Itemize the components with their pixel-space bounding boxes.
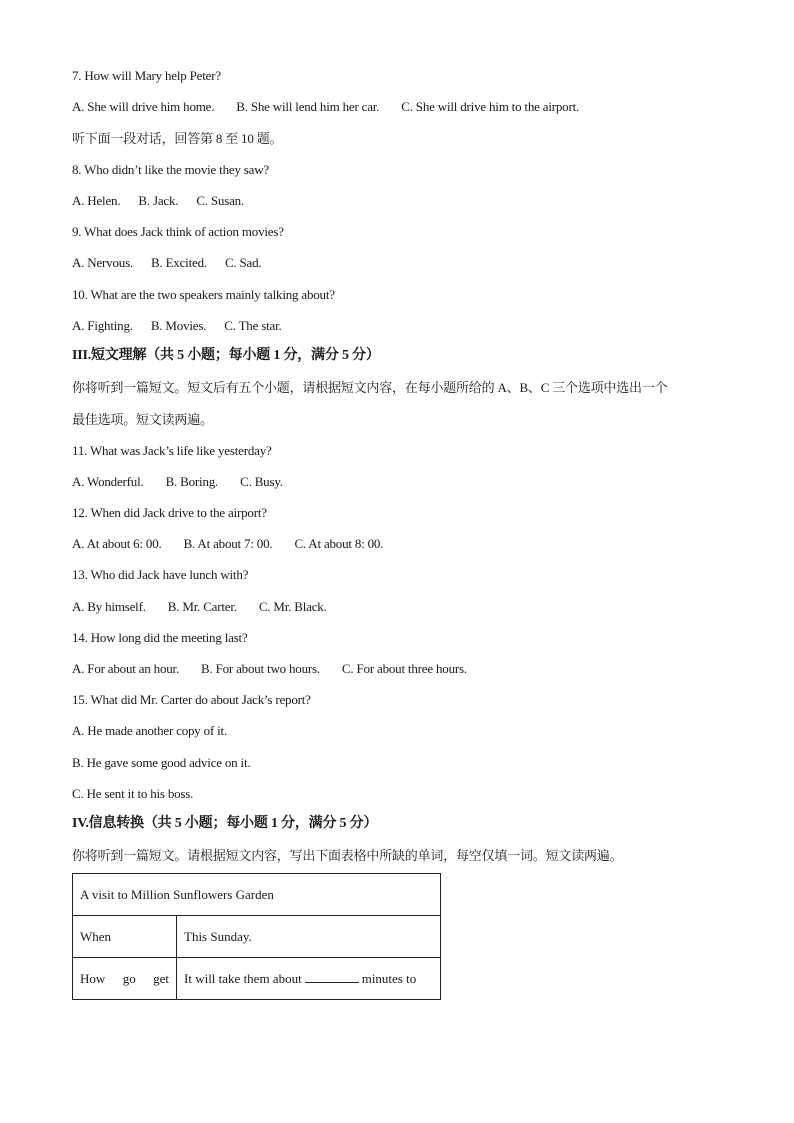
how-label-word-3: get bbox=[153, 970, 169, 986]
when-label: When bbox=[80, 928, 112, 944]
question-10: 10. What are the two speakers mainly talking about? bbox=[72, 287, 335, 302]
option-12a: A. At about 6: 00. bbox=[72, 536, 162, 551]
question-11: 11. What was Jack’s life like yesterday? bbox=[72, 443, 272, 458]
option-14a: A. For about an hour. bbox=[72, 661, 180, 676]
question-9: 9. What does Jack think of action movies? bbox=[72, 224, 284, 239]
option-13a: A. By himself. bbox=[72, 599, 146, 614]
question-15: 15. What did Mr. Carter do about Jack’s report? bbox=[72, 692, 311, 707]
section-3-heading: III.短文理解（共 5 小题；每小题 1 分，满分 5 分） bbox=[72, 348, 380, 363]
option-8a: A. Helen. bbox=[72, 193, 121, 208]
question-13: 13. Who did Jack have lunch with? bbox=[72, 567, 249, 582]
options-10 bbox=[72, 318, 282, 334]
table-row bbox=[73, 916, 441, 958]
option-8c: C. Susan. bbox=[196, 193, 244, 208]
info-table bbox=[72, 873, 441, 1000]
section-3-instruction-line-1: 你将听到一篇短文。短文后有五个小题，请根据短文内容，在每小题所给的 A、B、C 三个选项中选出一个 bbox=[72, 380, 668, 395]
section-4-heading: IV.信息转换（共 5 小题；每小题 1 分，满分 5 分） bbox=[72, 816, 378, 831]
section-4-instruction: 你将听到一篇短文。请根据短文内容，写出下面表格中所缺的单词，每空仅填一词。短文读两遍。 bbox=[72, 848, 623, 863]
table-title-cell bbox=[73, 874, 441, 916]
question-8: 8. Who didn’t like the movie they saw? bbox=[72, 162, 269, 177]
option-14c: C. For about three hours. bbox=[341, 661, 467, 676]
option-8b: B. Jack. bbox=[138, 193, 179, 208]
section-3-instruction-line-2: 最佳选项。短文读两遍。 bbox=[72, 412, 213, 427]
option-11c: C. Busy. bbox=[240, 474, 283, 489]
how-value-before: It will take them about bbox=[184, 970, 302, 986]
table-title: A visit to Million Sunflowers Garden bbox=[80, 886, 274, 902]
option-7c: C. She will drive him to the airport. bbox=[401, 99, 580, 114]
how-value-after: minutes to bbox=[361, 970, 417, 986]
option-11b: B. Boring. bbox=[165, 474, 219, 489]
table-row bbox=[73, 958, 441, 1000]
answer-blank[interactable] bbox=[305, 971, 359, 983]
when-value: This Sunday. bbox=[184, 928, 252, 944]
how-label bbox=[80, 971, 169, 987]
options-7 bbox=[72, 99, 579, 115]
table-cell-how-value bbox=[177, 958, 441, 1000]
question-14: 14. How long did the meeting last? bbox=[72, 630, 248, 645]
option-9b: B. Excited. bbox=[151, 255, 207, 270]
option-9c: C. Sad. bbox=[224, 255, 262, 270]
option-13c: C. Mr. Black. bbox=[258, 599, 327, 614]
option-10a: A. Fighting. bbox=[72, 318, 133, 333]
table-cell-when-value bbox=[177, 916, 441, 958]
option-10c: C. The star. bbox=[224, 318, 282, 333]
options-8 bbox=[72, 193, 244, 209]
option-15b: B. He gave some good advice on it. bbox=[72, 755, 251, 770]
dialog-instruction-8-10: 听下面一段对话，回答第 8 至 10 题。 bbox=[72, 131, 283, 146]
option-13b: B. Mr. Carter. bbox=[167, 599, 237, 614]
options-13 bbox=[72, 599, 327, 615]
options-9 bbox=[72, 255, 261, 271]
option-14b: B. For about two hours. bbox=[201, 661, 320, 676]
option-7a: A. She will drive him home. bbox=[72, 99, 215, 114]
how-label-word-2: go bbox=[122, 970, 136, 986]
options-11 bbox=[72, 474, 283, 490]
options-14 bbox=[72, 661, 467, 677]
option-12b: B. At about 7: 00. bbox=[183, 536, 273, 551]
table-cell-when-label bbox=[73, 916, 177, 958]
option-10b: B. Movies. bbox=[150, 318, 207, 333]
how-label-word-1: How bbox=[80, 970, 106, 986]
option-11a: A. Wonderful. bbox=[72, 474, 144, 489]
option-9a: A. Nervous. bbox=[72, 255, 133, 270]
question-7: 7. How will Mary help Peter? bbox=[72, 68, 221, 83]
option-15c: C. He sent it to his boss. bbox=[72, 786, 194, 801]
table-row bbox=[73, 874, 441, 916]
table-cell-how-label bbox=[73, 958, 177, 1000]
option-7b: B. She will lend him her car. bbox=[236, 99, 380, 114]
options-12 bbox=[72, 536, 383, 552]
option-15a: A. He made another copy of it. bbox=[72, 723, 228, 738]
question-12: 12. When did Jack drive to the airport? bbox=[72, 505, 267, 520]
option-12c: C. At about 8: 00. bbox=[294, 536, 384, 551]
